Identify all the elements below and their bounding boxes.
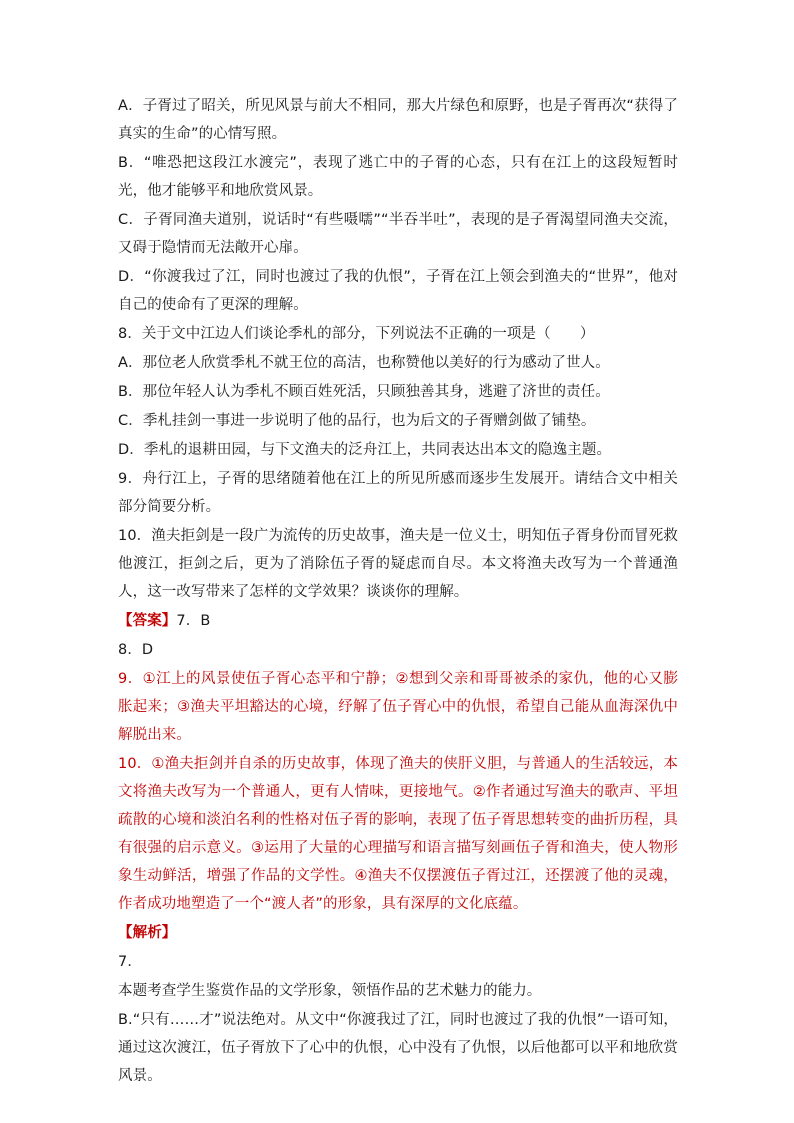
q8-option-b: B．那位年轻人认为季札不顾百姓死活，只顾独善其身，逃避了济世的责任。 — [118, 384, 610, 400]
analysis-line-1: 本题考查学生鉴赏作品的文学形象，领悟作品的艺术魅力的能力。 — [118, 983, 542, 999]
answer-9: 9．①江上的风景使伍子胥心态平和宁静；②想到父亲和哥哥被杀的家仇，他的心又膨胀起来；③渔夫平坦豁达的心境，纾解了伍子胥心中的仇恨，希望自己能从血海深仇中解脱出来。 — [118, 671, 678, 743]
q7-option-b: B．“唯恐把这段江水渡完”，表现了逃亡中的子胥的心态，只有在江上的这段短暂时光，他才能够平和地欣赏风景。 — [118, 155, 678, 199]
answer-line — [118, 607, 678, 635]
analysis-number: 7． — [118, 954, 142, 970]
analysis-line-2: B.“只有……才”说法绝对。从文中“你渡我过了江，同时也渡过了我的仇恨”一语可知，通过这次渡江，伍子胥放下了心中的仇恨，心中没有了仇恨，以后他都可以平和地欣赏风景。 — [118, 1012, 678, 1084]
answer-8: 8．D — [118, 642, 154, 658]
q10-stem: 10．渔夫拒剑是一段广为流传的历史故事，渔夫是一位义士，明知伍子胥身份而冒死救他渡江，拒剑之后，更为了消除伍子胥的疑虑而自尽。本文将渔夫改写为一个普通渔人，这一改写带来了怎样的文学效果？谈谈你的理解。 — [118, 528, 678, 600]
q8-option-a: A．那位老人欣赏季札不就王位的高洁，也称赞他以美好的行为感动了世人。 — [118, 355, 610, 371]
q8-option-c: C．季札挂剑一事进一步说明了他的品行，也为后文的子胥赠剑做了铺垫。 — [118, 413, 596, 429]
answer-tag: 【答案】 — [118, 613, 177, 629]
q9-stem: 9．舟行江上，子胥的思绪随着他在江上的所见所感而逐步生发展开。请结合文中相关部分简要分析。 — [118, 471, 678, 515]
q7-option-d: D．“你渡我过了江，同时也渡过了我的仇恨”，子胥在江上领会到渔夫的“世界”，他对自己的使命有了更深的理解。 — [118, 269, 678, 313]
q8-stem: 8．关于文中江边人们谈论季札的部分，下列说法不正确的一项是（ ） — [118, 326, 595, 342]
q8-option-d: D．季札的退耕田园，与下文渔夫的泛舟江上，共同表达出本文的隐逸主题。 — [118, 442, 612, 458]
q7-option-a: A．子胥过了昭关，所见风景与前大不相同，那大片绿色和原野，也是子胥再次“获得了真实的生命”的心情写照。 — [118, 98, 678, 142]
analysis-tag: 【解析】 — [118, 925, 177, 941]
answer-7: 7．B — [176, 613, 211, 629]
answer-10: 10．①渔夫拒剑并自杀的历史故事，体现了渔夫的侠肝义胆，与普通人的生活较远，本文将渔夫改写为一个普通人，更有人情味，更接地气。②作者通过写渔夫的歌声、平坦疏散的心境和淡泊名利的性格对伍子胥的影响，表现了伍子胥思想转变的曲折历程，具有很强的启示意义。③运用了大量的心理描写和语言描写刻画伍子胥和渔夫，使人物形象生动鲜活，增强了作品的文学性。④渔夫不仅摆渡伍子胥过江，还摆渡了他的灵魂，作者成功地塑造了一个“渡人者”的形象，具有深厚的文化底蕴。 — [118, 756, 678, 912]
document-page — [118, 92, 678, 1091]
q7-option-c: C．子胥同渔夫道别，说话时“有些嗫嚅”“半吞半吐”，表现的是子胥渴望同渔夫交流，又碍于隐情而无法敞开心扉。 — [118, 212, 678, 256]
